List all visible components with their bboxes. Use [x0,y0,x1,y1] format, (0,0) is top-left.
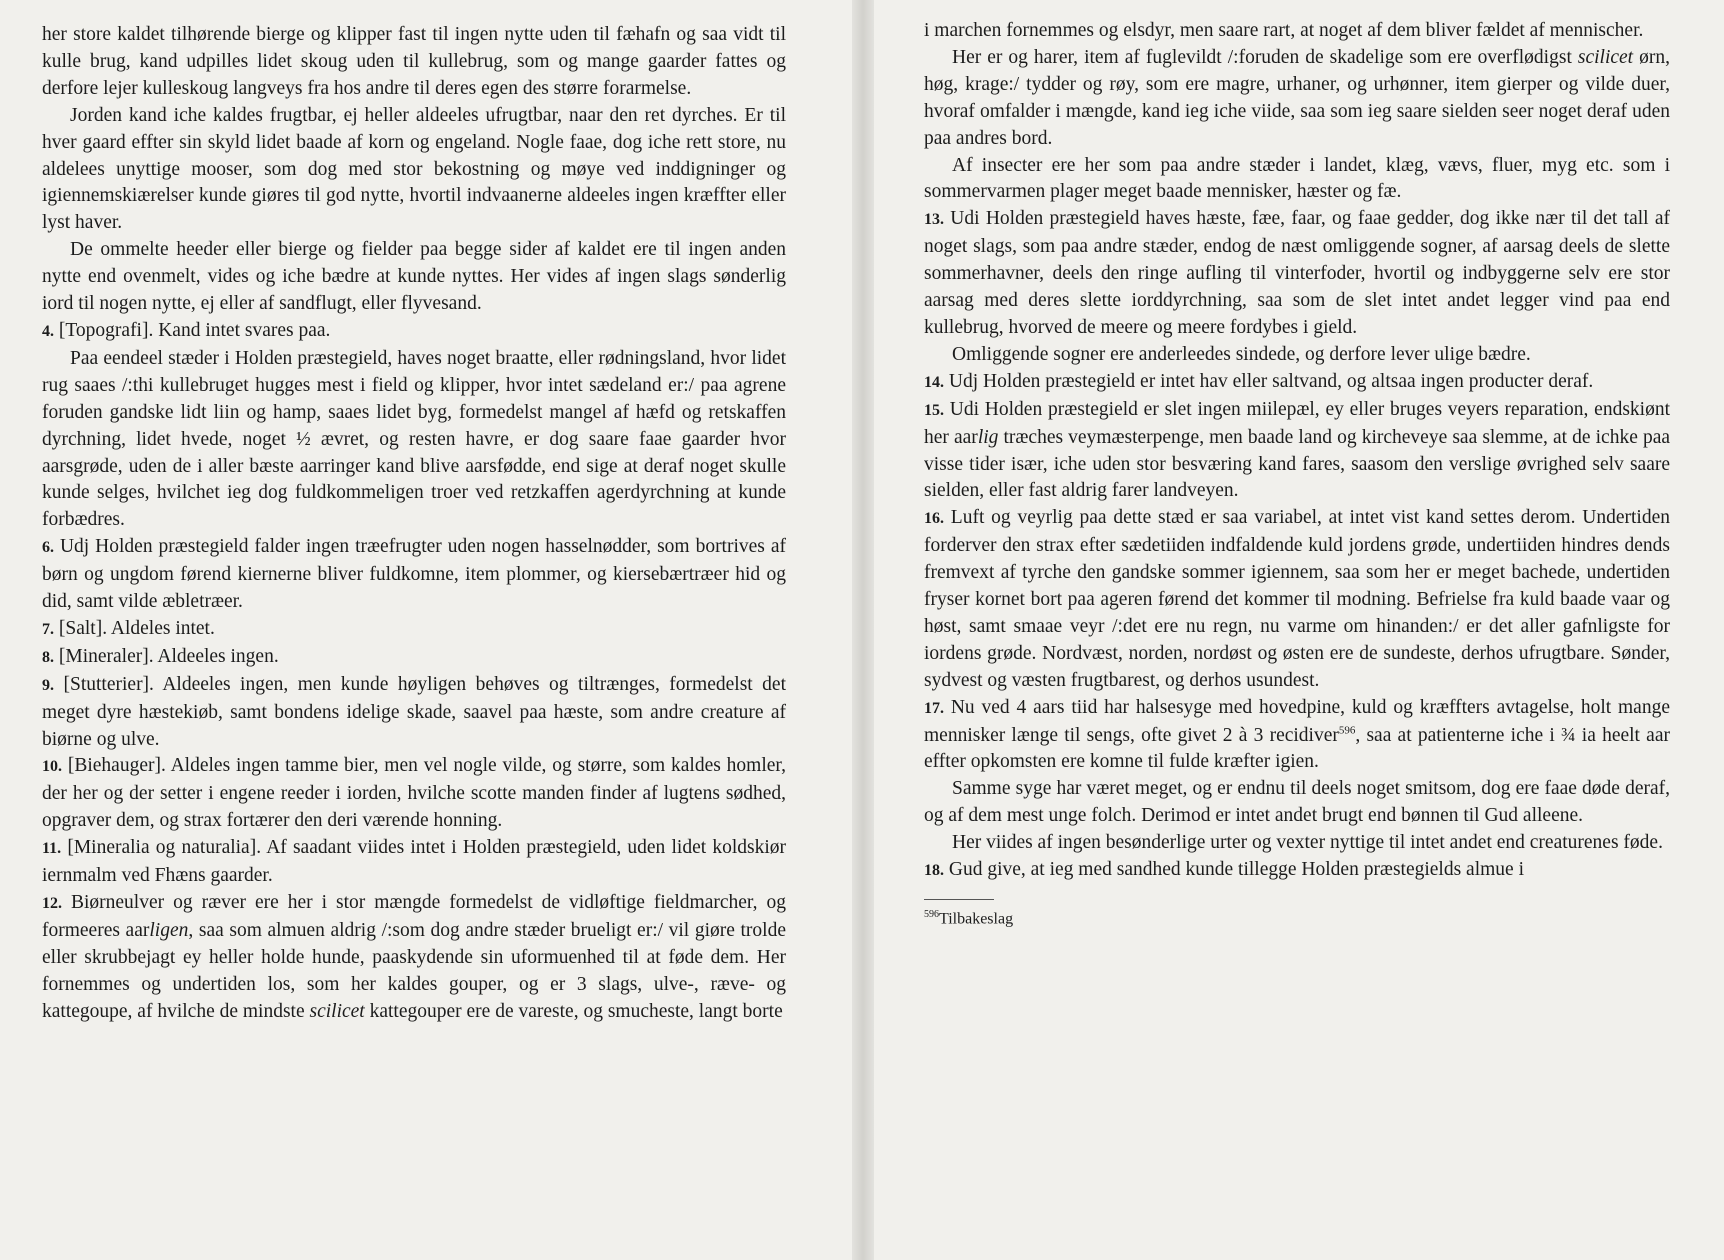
section-18 [924,857,1670,885]
footnote-reference: 596 [1338,724,1356,737]
section-15 [924,397,1670,506]
left-text-block [42,22,786,1026]
footnote-number: 596 [924,909,939,920]
section-text: Nu ved 4 aars tiid har halsesyge med hovedpine, kuld og kræffters avtagelse, holt mange mennisker længe til sengs, ofte givet 2 à 3 recidiver [924,696,1670,746]
section-17 [924,695,1670,777]
section-number: 17. [924,699,944,717]
section-text: Udi Holden præstegield haves hæste, fæe, faar, og faae gedder, dog ikke nær til det tall af noget slags, som paa andre stæder, endog de næst omliggende sogner, af aarsag deels de slette sommerhavner, deels den ringe aufling til vinterfoder, hvortil og indbyggerne selv ere stor aarsag med deres slette iorddyrchning, saa som de slet intet andet legger vind paa end kullebrug, hvorved de meere og meere fordybes i gield. [924,208,1670,338]
paragraph: her store kaldet tilhørende bierge og klipper fast til ingen nytte uden til fæhafn og saa vidt til kulle brug, kand udpilles lidet skoug uden til kullebrug, som og mange gaarder fattes og derfore lejer kulleskoug langveys fra hos andre til deres egen des større forarmelse. [42,24,786,99]
paragraph: Paa eendeel stæder i Holden præstegield, haves noget braatte, eller rødningsland, hvor lidet rug saaes /:thi kullebruget hugges mest i field og klipper, hvor intet sædeland er:/ paa agrene foruden gandske lidt liin og hamp, saaes lidet byg, formedelst mangel af hæfd og retskaffen dyrchning, lidet hvede, noget ½ ævret, og resten havre, er dog saare faae gaarder hvor aarsgrøde, uden de i aller bæste aarringer kand blive aarsfødde, end sige at deraf noget skulle kunde selges, hvilchet ieg dog fuldkommeligen troer ved retzkaffen agerdyrchning at kunde forbædres. [42,347,786,531]
section-text: [Mineralia og naturalia]. Af saadant viides intet i Holden præstegield, uden lidet koldskiør iernmalm ved Fhæns gaarder. [42,837,787,887]
left-page [0,0,852,1260]
section-text: Gud give, at ieg med sandhed kunde tillegge Holden præstegields almue i [948,859,1524,881]
section-number: 7. [42,620,54,638]
section-14 [924,369,1670,397]
section-text: Biørneulver og ræver ere her i stor mængde formedelst de vidløftige fieldmarcher, og formeeres aar [42,892,786,941]
section-4 [42,318,786,346]
section-text: [Salt]. Aldeles intet. [58,617,215,639]
section-7 [42,616,786,644]
paragraph: Omliggende sogner ere anderleedes sindede, og derfore lever ulige bædre. [952,343,1531,365]
right-text-block [924,18,1670,930]
section-text: [Stutterier]. Aldeeles ingen, men kunde høyligen behøves og tiltrænges, formedelst det meget dyre hæstekiøb, samt bondens idelige skade, saavel paa hæste, som andre creature af biørne og ulve. [42,673,787,750]
paragraph [924,45,1670,153]
section-12 [42,890,786,1026]
section-text: Udi Holden præstegield er slet ingen miilepæl, ey eller bruges veyers reparation, endskiønt her aar [924,398,1670,448]
section-text: , saa som almuen aldrig /:som dog andre stæder brueligt er:/ vil giøre trolde eller skrubbejagt ey heller holde hunde, paaskydende sin uformuenhed til at føde dem. Her fornemmes og undertiden los, som her kaldes gouper, og er 3 slags, ulve-, ræve- og kattegoupe, af hvilche de mindste [42,919,786,1022]
paragraph-text: Her er og harer, item af fuglevildt /:foruden de skadelige som ere overflødigst [952,46,1578,68]
paragraph: Jorden kand iche kaldes frugtbar, ej heller aldeeles ufrugtbar, naar den ret dyrches. Er til hver gaard effter sin skyld lidet baade af korn og engeland. Nogle faae, dog iche rett store, nu aldelees unyttige mooser, som dog med stor bekostning og møye ved inddigninger og igiennemskiærelser kunde giøres til god nytte, hvortil indvaanerne aldeeles ingen kræffter eller lyst haver. [42,104,786,234]
footnote-rule [924,899,994,900]
section-number: 8. [42,648,54,666]
section-number: 16. [924,510,944,528]
section-text: Luft og veyrlig paa dette stæd er saa variabel, at intet vist kand settes derom. Undertiden forderver den strax efter sædetiiden indfaldende kuld jordens grøde, undertiiden hindres dends fremvext af tyrche den gandske sommer igiennem, saa som her er meget bachede, undertiden fryser kornet bort paa ageren førend det kommer til modning. Befrielse fra kuld baade vaar og høst, samt smaae veyr /:det ere nu regn, nu varme om hinanden:/ er det aller gafnligste for iordens grøde. Nordvæst, norden, nordøst og østen ere de sundeste, derhos ufrugtbare. Sønder, sydvest og væsten frugtbarest, og derhos usundest. [924,507,1670,691]
paragraph: Samme syge har været meget, og er endnu til deels noget smitsom, dog ere faae døde deraf, og af dem mest unge folch. Derimod er intet andet brugt end bønnen til Gud alleene. [924,778,1670,827]
section-text: [Mineraler]. Aldeeles ingen. [58,645,279,667]
section-text: Udj Holden præstegield er intet hav eller saltvand, og altsaa ingen producter deraf. [948,370,1594,392]
section-number: 14. [924,373,944,391]
section-number: 9. [42,676,54,694]
section-13 [924,206,1670,342]
book-gutter [852,0,874,1260]
paragraph: De ommelte heeder eller bierge og fielder paa begge sider af kaldet ere til ingen anden nytte end ovenmelt, vides og iche bædre at kunde nyttes. Her vides af ingen slags sønderlig iord til nogen nytte, ej eller af sandflugt, eller flyvesand. [42,239,786,315]
section-text: træches veymæsterpenge, men baade land og kircheveye saa slemme, at de ichke paa visse tider især, iche uden stor besværing kand fares, saasom den verslige øvrighed selv saare sielden, eller fast aldrig farer landveyen. [924,426,1671,502]
section-16 [924,505,1670,694]
section-number: 6. [42,539,54,557]
section-text: Udj Holden præstegield falder ingen træefrugter uden nogen hasselnødder, som bortrives af børn og ungdom førend kiernerne bliver fuldkomne, item plommer, og kiersebærtræer hid og did, samt vilde æbletræer. [42,536,786,613]
italic-text: scilicet [1577,46,1634,68]
section-text: kattegouper ere de vareste, og smucheste, langt borte [364,1000,783,1022]
right-page [874,0,1724,1260]
section-6 [42,534,786,616]
section-number: 15. [924,401,944,419]
paragraph: i marchen fornemmes og elsdyr, men saare rart, at noget af dem bliver fældet af mennischer. [924,20,1644,41]
paragraph: Af insecter ere her som paa andre stæder i landet, klæg, vævs, fluer, myg etc. som i sommervarmen plager meget baade mennisker, hæster og fæ. [924,154,1670,203]
section-10 [42,753,786,835]
section-number: 13. [924,211,944,229]
section-number: 11. [42,840,62,858]
section-11 [42,835,786,890]
section-9 [42,672,786,754]
italic-text: lig [977,426,999,448]
paragraph: Her viides af ingen besønderlige urter og vexter nyttige til intet andet end creaturenes føde. [952,832,1663,854]
italic-text: ligen [149,919,189,941]
section-number: 10. [42,758,62,776]
footnote-text: Tilbakeslag [939,910,1014,928]
section-text: [Topografi]. Kand intet svares paa. [58,319,331,341]
italic-text: scilicet [309,1000,365,1022]
section-number: 18. [924,862,944,880]
section-text: [Biehauger]. Aldeles ingen tamme bier, men vel nogle vilde, og større, som kaldes homler, der her og der setter i engene reeder i iorden, hvilche scotte manden finder af lugtens sødhed, opgraver dem, og strax fortærer den deri værende honning. [42,755,787,832]
paragraph-text: ørn, høg, krage:/ tydder og røy, som ere magre, urhaner, og urhønner, item gierper og vilde duer, hvoraf omfalder i mængde, kand ieg iche viide, saa som ieg saare sielden seer noget deraf uden paa andres bord. [924,46,1670,149]
section-number: 12. [42,895,62,912]
section-8 [42,644,786,672]
section-number: 4. [42,322,54,340]
footnote [924,904,1670,930]
section-text: , saa at patienterne iche i ¾ ia heelt aar effter opkomsten ere komne til fulde kræfter igien. [924,724,1670,773]
